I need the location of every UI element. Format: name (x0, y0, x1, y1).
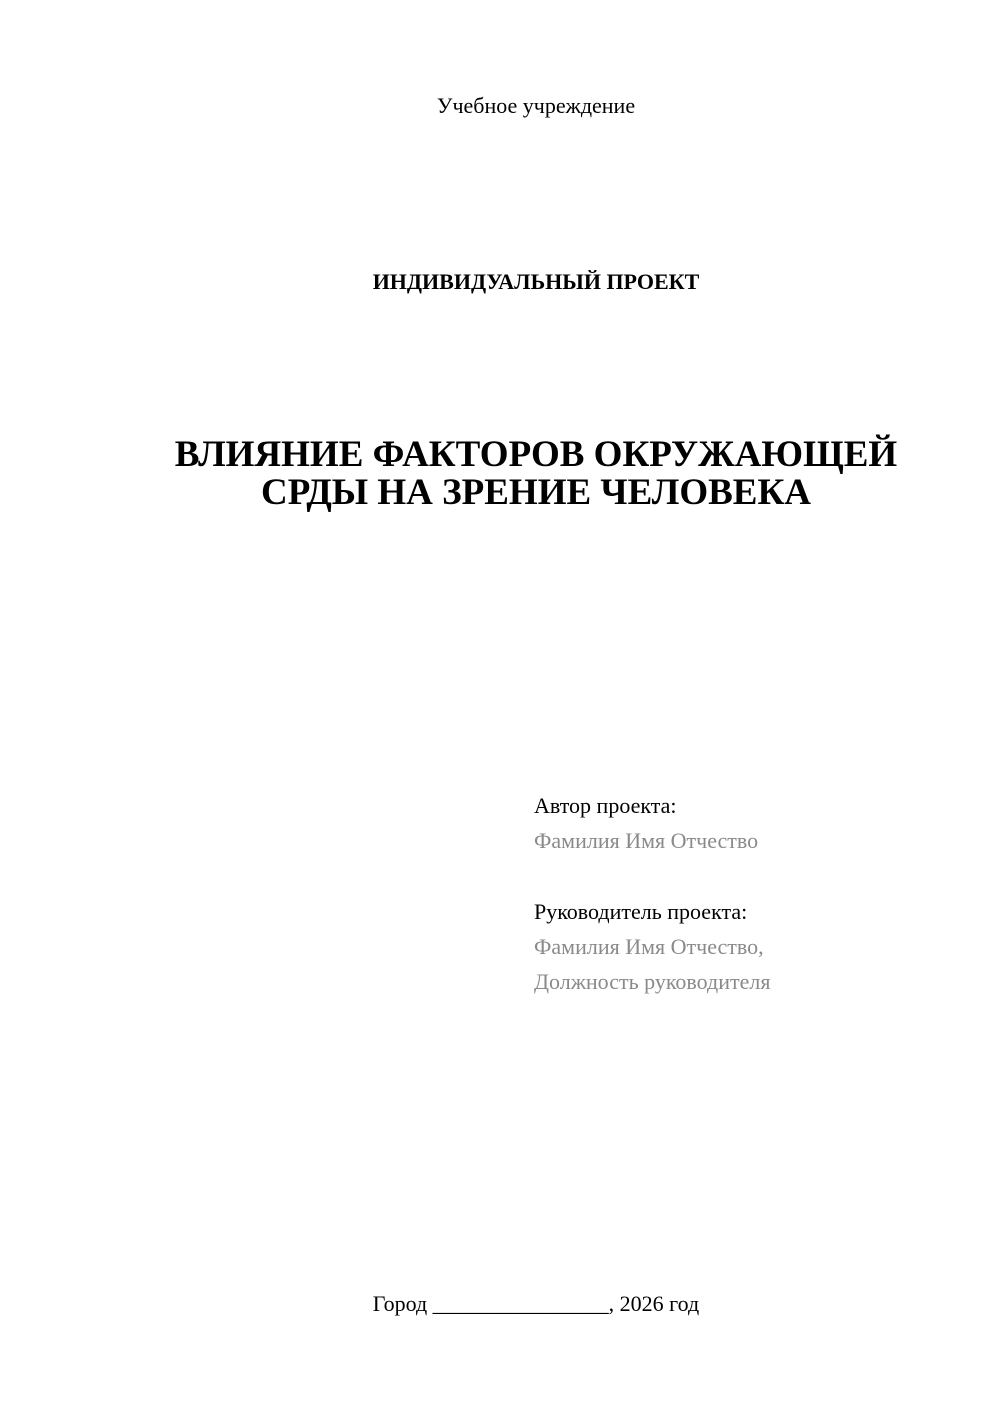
project-credits (534, 788, 974, 999)
project-title-line: ВЛИЯНИЕ ФАКТОРОВ ОКРУЖАЮЩЕЙ (174, 434, 898, 475)
project-title-line: СРДЫ НА ЗРЕНИЕ ЧЕЛОВЕКА (260, 472, 812, 513)
institution-name: Учебное учреждение (436, 93, 636, 118)
author-label: Автор проекта: (534, 793, 677, 818)
project-type-heading: ИНДИВИДУАЛЬНЫЙ ПРОЕКТ (372, 269, 700, 294)
supervisor-position: Должность руководителя (534, 969, 771, 994)
project-title (0, 436, 1000, 512)
supervisor-name: Фамилия Имя Отчество, (534, 934, 764, 959)
supervisor-label: Руководитель проекта: (534, 899, 748, 924)
credits-spacer (534, 858, 974, 894)
author-name: Фамилия Имя Отчество (534, 828, 759, 853)
city-year-footer: Город ________________, 2026 год (372, 1291, 700, 1316)
